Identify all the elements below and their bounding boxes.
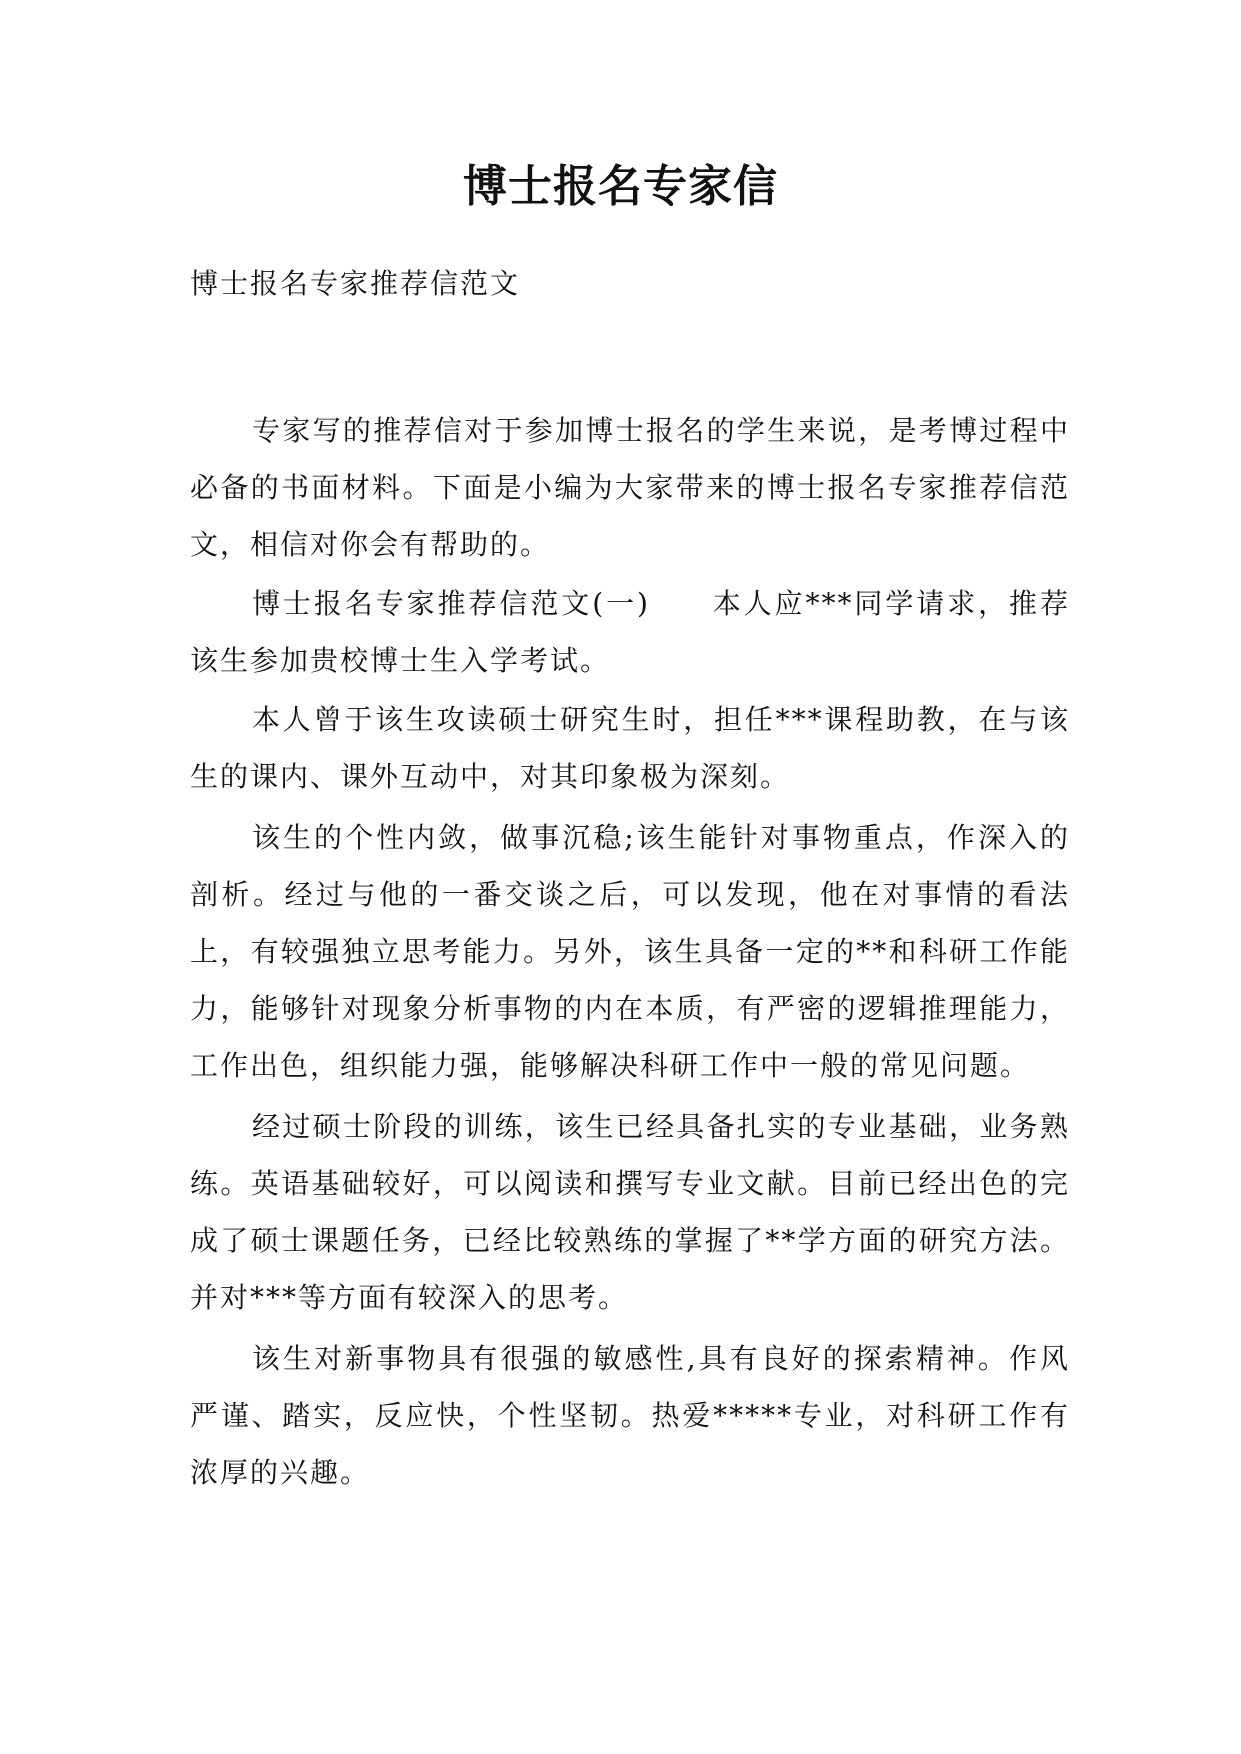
paragraph-recommendation-opening: 博士报名专家推荐信范文(一) 本人应***同学请求，推荐该生参加贵校博士生入学考试。 [190, 587, 1070, 677]
paragraph-training: 经过硕士阶段的训练，该生已经具备扎实的专业基础，业务熟练。英语基础较好，可以阅读和撰写专业文献。目前已经出色的完成了硕士课题任务，已经比较熟练的掌握了**学方面的研究方法。并对***等方面有较深入的思考。 [190, 1110, 1070, 1314]
paragraph-personality: 该生的个性内敛，做事沉稳;该生能针对事物重点，作深入的剖析。经过与他的一番交谈之后，可以发现，他在对事情的看法上，有较强独立思考能力。另外，该生具备一定的**和科研工作能力，能够针对现象分析事物的内在本质，有严密的逻辑推理能力，工作出色，组织能力强，能够解决科研工作中一般的常见问题。 [190, 821, 1070, 1082]
paragraph-attitude: 该生对新事物具有很强的敏感性,具有良好的探索精神。作风严谨、踏实，反应快，个性坚韧。热爱*****专业，对科研工作有浓厚的兴趣。 [190, 1342, 1070, 1489]
document-subtitle: 博士报名专家推荐信范文 [190, 267, 521, 300]
document-body [190, 402, 1070, 1501]
page-title: 博士报名专家信 [463, 161, 778, 212]
paragraph-acquaintance: 本人曾于该生攻读硕士研究生时，担任***课程助教，在与该生的课内、课外互动中，对其印象极为深刻。 [190, 703, 1070, 793]
paragraph-intro: 专家写的推荐信对于参加博士报名的学生来说，是考博过程中必备的书面材料。下面是小编为大家带来的博士报名专家推荐信范文，相信对你会有帮助的。 [190, 414, 1070, 561]
